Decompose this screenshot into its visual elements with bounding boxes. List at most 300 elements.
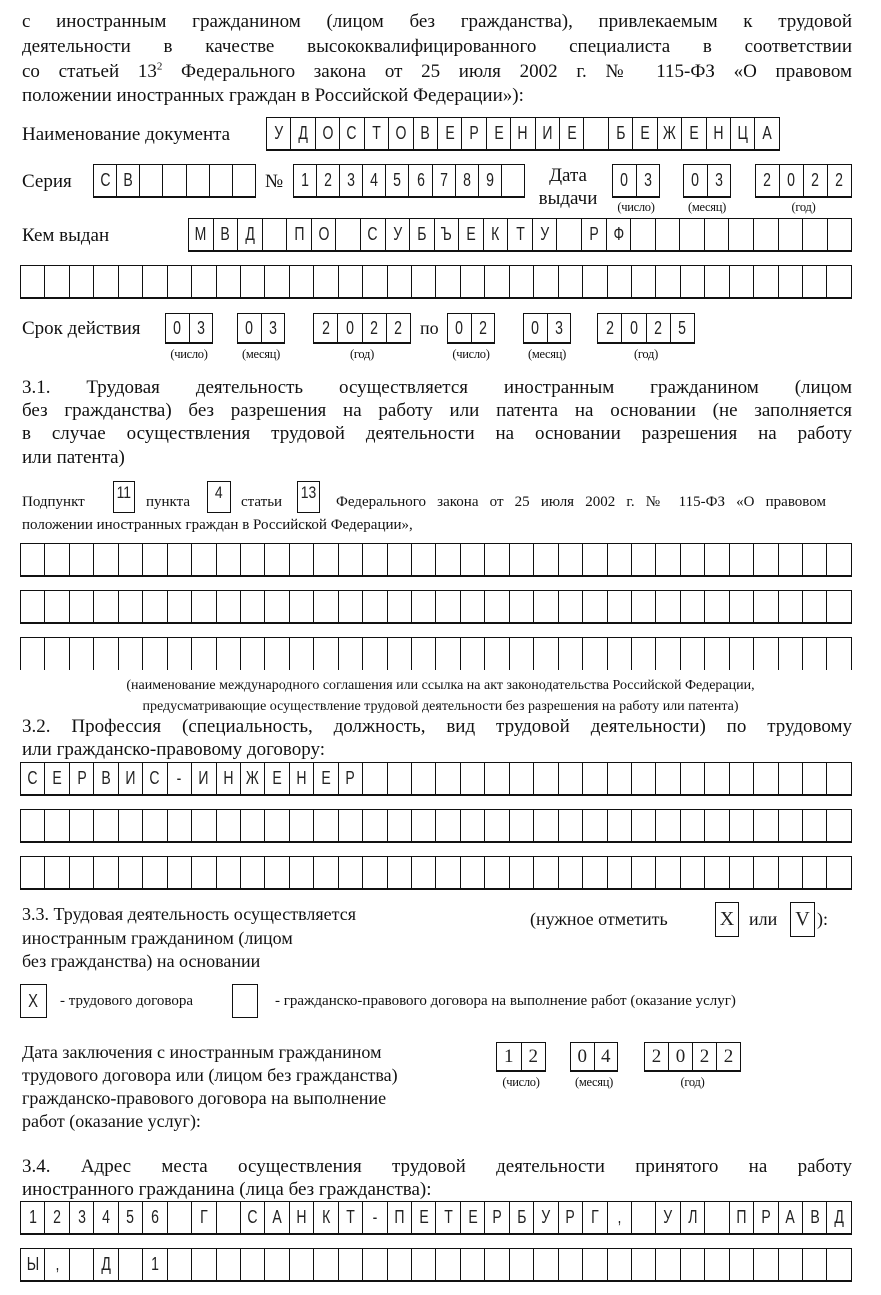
legal-basis-char-cell[interactable] <box>363 591 387 622</box>
legal-basis-char-cell[interactable] <box>143 591 167 622</box>
address-char-cell[interactable] <box>143 1202 167 1233</box>
series-char-cell[interactable] <box>233 165 255 196</box>
profession-char-cell[interactable] <box>583 763 607 794</box>
profession-char-cell[interactable] <box>632 763 656 794</box>
number-char-cell[interactable] <box>502 165 524 196</box>
issued-by-char-cell[interactable] <box>217 266 241 297</box>
legal-basis-char-cell[interactable] <box>21 591 45 622</box>
legal-basis-char-cell[interactable] <box>70 544 94 575</box>
address-char-cell[interactable] <box>436 1249 460 1280</box>
legal-basis-char-cell[interactable] <box>656 544 680 575</box>
contract-day-digit-cell[interactable] <box>497 1043 522 1070</box>
profession-char-cell[interactable] <box>265 763 289 794</box>
issue-year-digit-cell[interactable] <box>804 165 828 196</box>
legal-basis-char-cell[interactable] <box>21 544 45 575</box>
profession-char-cell[interactable] <box>265 857 289 888</box>
issued-by-char-cell[interactable] <box>412 266 436 297</box>
profession-char-cell[interactable] <box>314 763 338 794</box>
validity-digit-cell[interactable] <box>472 314 495 342</box>
document-name-char-cell[interactable] <box>267 118 291 149</box>
issued-by-char-cell[interactable] <box>484 219 509 250</box>
legal-basis-char-cell[interactable] <box>779 638 803 670</box>
legal-basis-char-cell[interactable] <box>705 544 729 575</box>
issued-by-char-cell[interactable] <box>729 219 754 250</box>
profession-char-cell[interactable] <box>559 857 583 888</box>
legal-basis-char-cell[interactable] <box>217 544 241 575</box>
profession-char-cell[interactable] <box>241 763 265 794</box>
legal-basis-char-cell[interactable] <box>436 591 460 622</box>
legal-basis-char-cell[interactable] <box>779 544 803 575</box>
profession-char-cell[interactable] <box>412 810 436 841</box>
address-char-cell[interactable] <box>461 1249 485 1280</box>
profession-char-cell[interactable] <box>461 810 485 841</box>
address-char-cell[interactable] <box>608 1249 632 1280</box>
address-char-cell[interactable] <box>656 1202 680 1233</box>
issued-by-char-cell[interactable] <box>461 266 485 297</box>
profession-char-cell[interactable] <box>510 763 534 794</box>
document-name-char-cell[interactable] <box>536 118 560 149</box>
legal-basis-char-cell[interactable] <box>583 544 607 575</box>
profession-char-cell[interactable] <box>339 763 363 794</box>
validity-digit-cell[interactable] <box>363 314 387 342</box>
legal-basis-char-cell[interactable] <box>192 638 216 670</box>
document-name-char-cell[interactable] <box>633 118 657 149</box>
number-char-cell[interactable] <box>409 165 432 196</box>
legal-basis-char-cell[interactable] <box>241 591 265 622</box>
document-name-char-cell[interactable] <box>462 118 486 149</box>
legal-basis-char-cell[interactable] <box>461 638 485 670</box>
address-char-cell[interactable] <box>681 1202 705 1233</box>
address-char-cell[interactable] <box>241 1249 265 1280</box>
issued-by-char-cell[interactable] <box>459 219 484 250</box>
contract-year-digit-cell[interactable] <box>693 1043 717 1070</box>
legal-basis-char-cell[interactable] <box>510 591 534 622</box>
legal-basis-char-cell[interactable] <box>436 544 460 575</box>
legal-basis-char-cell[interactable] <box>314 638 338 670</box>
legal-basis-char-cell[interactable] <box>192 591 216 622</box>
legal-basis-char-cell[interactable] <box>754 544 778 575</box>
address-char-cell[interactable] <box>290 1202 314 1233</box>
legal-basis-char-cell[interactable] <box>559 544 583 575</box>
validity-digit-cell[interactable] <box>598 314 622 342</box>
profession-char-cell[interactable] <box>803 763 827 794</box>
profession-char-cell[interactable] <box>339 857 363 888</box>
profession-char-cell[interactable] <box>681 810 705 841</box>
address-char-cell[interactable] <box>583 1249 607 1280</box>
document-name-char-cell[interactable] <box>438 118 462 149</box>
issue-day-digit-cell[interactable] <box>637 165 660 196</box>
profession-char-cell[interactable] <box>70 857 94 888</box>
legal-basis-char-cell[interactable] <box>290 638 314 670</box>
issued-by-char-cell[interactable] <box>754 219 779 250</box>
address-char-cell[interactable] <box>803 1202 827 1233</box>
legal-basis-char-cell[interactable] <box>314 544 338 575</box>
issued-by-char-cell[interactable] <box>607 219 632 250</box>
issued-by-char-cell[interactable] <box>336 219 361 250</box>
number-char-cell[interactable] <box>317 165 340 196</box>
address-char-cell[interactable] <box>559 1202 583 1233</box>
profession-char-cell[interactable] <box>168 810 192 841</box>
address-char-cell[interactable] <box>656 1249 680 1280</box>
legal-basis-char-cell[interactable] <box>388 638 412 670</box>
legal-basis-char-cell[interactable] <box>168 591 192 622</box>
series-char-cell[interactable] <box>117 165 140 196</box>
address-char-cell[interactable] <box>265 1249 289 1280</box>
point-field[interactable] <box>207 481 231 513</box>
issued-by-char-cell[interactable] <box>705 266 729 297</box>
validity-digit-cell[interactable] <box>166 314 190 342</box>
profession-char-cell[interactable] <box>803 857 827 888</box>
address-char-cell[interactable] <box>681 1249 705 1280</box>
legal-basis-char-cell[interactable] <box>632 638 656 670</box>
legal-basis-char-cell[interactable] <box>779 591 803 622</box>
labor-contract-checkbox[interactable] <box>20 984 47 1018</box>
legal-basis-char-cell[interactable] <box>412 544 436 575</box>
profession-char-cell[interactable] <box>754 810 778 841</box>
document-name-char-cell[interactable] <box>291 118 315 149</box>
profession-char-cell[interactable] <box>412 763 436 794</box>
legal-basis-char-cell[interactable] <box>217 591 241 622</box>
issued-by-char-cell[interactable] <box>533 219 558 250</box>
profession-char-cell[interactable] <box>119 857 143 888</box>
legal-basis-char-cell[interactable] <box>412 638 436 670</box>
document-name-char-cell[interactable] <box>682 118 706 149</box>
profession-char-cell[interactable] <box>827 857 850 888</box>
issued-by-char-cell[interactable] <box>510 266 534 297</box>
legal-basis-char-cell[interactable] <box>705 638 729 670</box>
legal-basis-char-cell[interactable] <box>632 544 656 575</box>
document-name-char-cell[interactable] <box>389 118 413 149</box>
legal-basis-char-cell[interactable] <box>583 591 607 622</box>
issued-by-char-cell[interactable] <box>189 219 214 250</box>
profession-char-cell[interactable] <box>217 857 241 888</box>
issued-by-char-cell[interactable] <box>361 219 386 250</box>
number-char-cell[interactable] <box>340 165 363 196</box>
profession-char-cell[interactable] <box>314 857 338 888</box>
legal-basis-char-cell[interactable] <box>608 544 632 575</box>
profession-char-cell[interactable] <box>436 857 460 888</box>
address-char-cell[interactable] <box>70 1249 94 1280</box>
profession-char-cell[interactable] <box>436 763 460 794</box>
profession-char-cell[interactable] <box>436 810 460 841</box>
legal-basis-char-cell[interactable] <box>192 544 216 575</box>
profession-char-cell[interactable] <box>559 763 583 794</box>
profession-char-cell[interactable] <box>485 857 509 888</box>
legal-basis-char-cell[interactable] <box>436 638 460 670</box>
profession-char-cell[interactable] <box>803 810 827 841</box>
legal-basis-char-cell[interactable] <box>485 591 509 622</box>
profession-char-cell[interactable] <box>388 763 412 794</box>
legal-basis-char-cell[interactable] <box>754 591 778 622</box>
address-char-cell[interactable] <box>559 1249 583 1280</box>
series-char-cell[interactable] <box>210 165 233 196</box>
profession-char-cell[interactable] <box>754 857 778 888</box>
profession-char-cell[interactable] <box>241 810 265 841</box>
document-name-char-cell[interactable] <box>755 118 778 149</box>
issued-by-char-cell[interactable] <box>656 266 680 297</box>
legal-basis-char-cell[interactable] <box>339 638 363 670</box>
issued-by-char-cell[interactable] <box>119 266 143 297</box>
address-char-cell[interactable] <box>45 1249 69 1280</box>
issue-year-digit-cell[interactable] <box>756 165 780 196</box>
document-name-char-cell[interactable] <box>707 118 731 149</box>
legal-basis-char-cell[interactable] <box>290 591 314 622</box>
profession-char-cell[interactable] <box>94 763 118 794</box>
address-char-cell[interactable] <box>192 1202 216 1233</box>
legal-basis-char-cell[interactable] <box>45 591 69 622</box>
profession-char-cell[interactable] <box>21 810 45 841</box>
legal-basis-char-cell[interactable] <box>94 638 118 670</box>
legal-basis-char-cell[interactable] <box>265 591 289 622</box>
subclause-field[interactable] <box>113 481 135 513</box>
address-char-cell[interactable] <box>388 1249 412 1280</box>
validity-digit-cell[interactable] <box>387 314 410 342</box>
legal-basis-char-cell[interactable] <box>412 591 436 622</box>
legal-basis-char-cell[interactable] <box>754 638 778 670</box>
number-char-cell[interactable] <box>479 165 502 196</box>
legal-basis-char-cell[interactable] <box>827 638 850 670</box>
issued-by-char-cell[interactable] <box>290 266 314 297</box>
address-char-cell[interactable] <box>70 1202 94 1233</box>
contract-month-digit-cell[interactable] <box>595 1043 618 1070</box>
profession-char-cell[interactable] <box>656 810 680 841</box>
legal-basis-char-cell[interactable] <box>681 544 705 575</box>
profession-char-cell[interactable] <box>290 857 314 888</box>
profession-char-cell[interactable] <box>632 810 656 841</box>
document-name-char-cell[interactable] <box>731 118 755 149</box>
address-char-cell[interactable] <box>94 1249 118 1280</box>
address-char-cell[interactable] <box>388 1202 412 1233</box>
legal-basis-char-cell[interactable] <box>217 638 241 670</box>
legal-basis-char-cell[interactable] <box>656 591 680 622</box>
profession-char-cell[interactable] <box>45 810 69 841</box>
address-char-cell[interactable] <box>168 1202 192 1233</box>
legal-basis-char-cell[interactable] <box>608 591 632 622</box>
address-char-cell[interactable] <box>217 1202 241 1233</box>
legal-basis-char-cell[interactable] <box>803 638 827 670</box>
profession-char-cell[interactable] <box>241 857 265 888</box>
legal-basis-char-cell[interactable] <box>681 638 705 670</box>
legal-basis-char-cell[interactable] <box>314 591 338 622</box>
profession-char-cell[interactable] <box>730 810 754 841</box>
legal-basis-char-cell[interactable] <box>241 544 265 575</box>
profession-char-cell[interactable] <box>705 810 729 841</box>
issued-by-char-cell[interactable] <box>608 266 632 297</box>
legal-basis-char-cell[interactable] <box>168 544 192 575</box>
issue-month-digit-cell[interactable] <box>684 165 708 196</box>
profession-char-cell[interactable] <box>461 857 485 888</box>
legal-basis-char-cell[interactable] <box>265 638 289 670</box>
profession-char-cell[interactable] <box>632 857 656 888</box>
document-name-char-cell[interactable] <box>560 118 584 149</box>
profession-char-cell[interactable] <box>827 763 850 794</box>
issued-by-char-cell[interactable] <box>265 266 289 297</box>
address-char-cell[interactable] <box>363 1202 387 1233</box>
address-char-cell[interactable] <box>608 1202 632 1233</box>
number-char-cell[interactable] <box>456 165 479 196</box>
legal-basis-char-cell[interactable] <box>730 544 754 575</box>
validity-digit-cell[interactable] <box>524 314 548 342</box>
contract-day-digit-cell[interactable] <box>522 1043 546 1070</box>
profession-char-cell[interactable] <box>681 857 705 888</box>
address-char-cell[interactable] <box>730 1202 754 1233</box>
issued-by-char-cell[interactable] <box>803 266 827 297</box>
profession-char-cell[interactable] <box>168 857 192 888</box>
profession-char-cell[interactable] <box>45 857 69 888</box>
profession-char-cell[interactable] <box>705 763 729 794</box>
legal-basis-char-cell[interactable] <box>119 591 143 622</box>
issued-by-char-cell[interactable] <box>263 219 288 250</box>
issued-by-char-cell[interactable] <box>436 266 460 297</box>
issued-by-char-cell[interactable] <box>632 266 656 297</box>
issued-by-char-cell[interactable] <box>214 219 239 250</box>
legal-basis-char-cell[interactable] <box>510 638 534 670</box>
validity-digit-cell[interactable] <box>647 314 671 342</box>
profession-char-cell[interactable] <box>608 857 632 888</box>
profession-char-cell[interactable] <box>730 763 754 794</box>
issued-by-char-cell[interactable] <box>94 266 118 297</box>
issued-by-char-cell[interactable] <box>534 266 558 297</box>
profession-char-cell[interactable] <box>265 810 289 841</box>
legal-basis-char-cell[interactable] <box>583 638 607 670</box>
legal-basis-char-cell[interactable] <box>339 544 363 575</box>
profession-char-cell[interactable] <box>485 810 509 841</box>
issued-by-char-cell[interactable] <box>559 266 583 297</box>
issued-by-char-cell[interactable] <box>508 219 533 250</box>
article-field[interactable] <box>297 481 320 513</box>
legal-basis-char-cell[interactable] <box>827 591 850 622</box>
profession-char-cell[interactable] <box>45 763 69 794</box>
profession-char-cell[interactable] <box>583 810 607 841</box>
legal-basis-char-cell[interactable] <box>632 591 656 622</box>
contract-month-digit-cell[interactable] <box>571 1043 595 1070</box>
issue-day-digit-cell[interactable] <box>613 165 637 196</box>
profession-char-cell[interactable] <box>70 810 94 841</box>
document-name-char-cell[interactable] <box>365 118 389 149</box>
address-char-cell[interactable] <box>510 1249 534 1280</box>
series-char-cell[interactable] <box>187 165 210 196</box>
legal-basis-char-cell[interactable] <box>265 544 289 575</box>
address-char-cell[interactable] <box>339 1249 363 1280</box>
profession-char-cell[interactable] <box>21 857 45 888</box>
profession-char-cell[interactable] <box>827 810 850 841</box>
address-char-cell[interactable] <box>339 1202 363 1233</box>
series-char-cell[interactable] <box>94 165 117 196</box>
issued-by-char-cell[interactable] <box>312 219 337 250</box>
document-name-char-cell[interactable] <box>316 118 340 149</box>
issued-by-char-cell[interactable] <box>803 219 828 250</box>
legal-basis-char-cell[interactable] <box>730 591 754 622</box>
profession-char-cell[interactable] <box>143 810 167 841</box>
series-char-cell[interactable] <box>163 165 186 196</box>
profession-char-cell[interactable] <box>730 857 754 888</box>
profession-char-cell[interactable] <box>70 763 94 794</box>
profession-char-cell[interactable] <box>388 857 412 888</box>
legal-basis-char-cell[interactable] <box>730 638 754 670</box>
profession-char-cell[interactable] <box>608 763 632 794</box>
legal-basis-char-cell[interactable] <box>290 544 314 575</box>
profession-char-cell[interactable] <box>779 763 803 794</box>
issued-by-char-cell[interactable] <box>705 219 730 250</box>
issued-by-char-cell[interactable] <box>287 219 312 250</box>
issued-by-char-cell[interactable] <box>828 219 852 250</box>
address-char-cell[interactable] <box>461 1202 485 1233</box>
address-char-cell[interactable] <box>241 1202 265 1233</box>
legal-basis-char-cell[interactable] <box>534 544 558 575</box>
profession-char-cell[interactable] <box>510 810 534 841</box>
address-char-cell[interactable] <box>534 1249 558 1280</box>
legal-basis-char-cell[interactable] <box>534 591 558 622</box>
issued-by-char-cell[interactable] <box>730 266 754 297</box>
document-name-char-cell[interactable] <box>487 118 511 149</box>
legal-basis-char-cell[interactable] <box>363 544 387 575</box>
profession-char-cell[interactable] <box>339 810 363 841</box>
address-char-cell[interactable] <box>45 1202 69 1233</box>
legal-basis-char-cell[interactable] <box>559 638 583 670</box>
address-char-cell[interactable] <box>485 1249 509 1280</box>
legal-basis-char-cell[interactable] <box>363 638 387 670</box>
profession-char-cell[interactable] <box>559 810 583 841</box>
number-char-cell[interactable] <box>433 165 456 196</box>
address-char-cell[interactable] <box>143 1249 167 1280</box>
address-char-cell[interactable] <box>803 1249 827 1280</box>
legal-basis-char-cell[interactable] <box>70 638 94 670</box>
issue-month-digit-cell[interactable] <box>708 165 731 196</box>
profession-char-cell[interactable] <box>168 763 192 794</box>
profession-char-cell[interactable] <box>119 810 143 841</box>
address-char-cell[interactable] <box>314 1202 338 1233</box>
legal-basis-char-cell[interactable] <box>94 544 118 575</box>
issued-by-char-cell[interactable] <box>754 266 778 297</box>
profession-char-cell[interactable] <box>583 857 607 888</box>
profession-char-cell[interactable] <box>705 857 729 888</box>
address-char-cell[interactable] <box>363 1249 387 1280</box>
legal-basis-char-cell[interactable] <box>21 638 45 670</box>
profession-char-cell[interactable] <box>681 763 705 794</box>
address-char-cell[interactable] <box>779 1249 803 1280</box>
profession-char-cell[interactable] <box>754 763 778 794</box>
issued-by-char-cell[interactable] <box>143 266 167 297</box>
profession-char-cell[interactable] <box>534 857 558 888</box>
address-char-cell[interactable] <box>21 1249 45 1280</box>
legal-basis-char-cell[interactable] <box>119 544 143 575</box>
number-char-cell[interactable] <box>386 165 409 196</box>
legal-basis-char-cell[interactable] <box>534 638 558 670</box>
legal-basis-char-cell[interactable] <box>803 544 827 575</box>
issued-by-char-cell[interactable] <box>168 266 192 297</box>
address-char-cell[interactable] <box>510 1202 534 1233</box>
document-name-char-cell[interactable] <box>658 118 682 149</box>
legal-basis-char-cell[interactable] <box>70 591 94 622</box>
contract-year-digit-cell[interactable] <box>645 1043 669 1070</box>
issue-year-digit-cell[interactable] <box>780 165 804 196</box>
validity-digit-cell[interactable] <box>262 314 285 342</box>
address-char-cell[interactable] <box>583 1202 607 1233</box>
series-char-cell[interactable] <box>140 165 163 196</box>
validity-digit-cell[interactable] <box>314 314 338 342</box>
validity-digit-cell[interactable] <box>548 314 571 342</box>
legal-basis-char-cell[interactable] <box>827 544 850 575</box>
legal-basis-char-cell[interactable] <box>45 544 69 575</box>
civil-contract-checkbox[interactable] <box>232 984 258 1018</box>
legal-basis-char-cell[interactable] <box>461 544 485 575</box>
document-name-char-cell[interactable] <box>414 118 438 149</box>
profession-char-cell[interactable] <box>363 763 387 794</box>
address-char-cell[interactable] <box>119 1249 143 1280</box>
profession-char-cell[interactable] <box>192 810 216 841</box>
address-char-cell[interactable] <box>779 1202 803 1233</box>
issued-by-char-cell[interactable] <box>70 266 94 297</box>
